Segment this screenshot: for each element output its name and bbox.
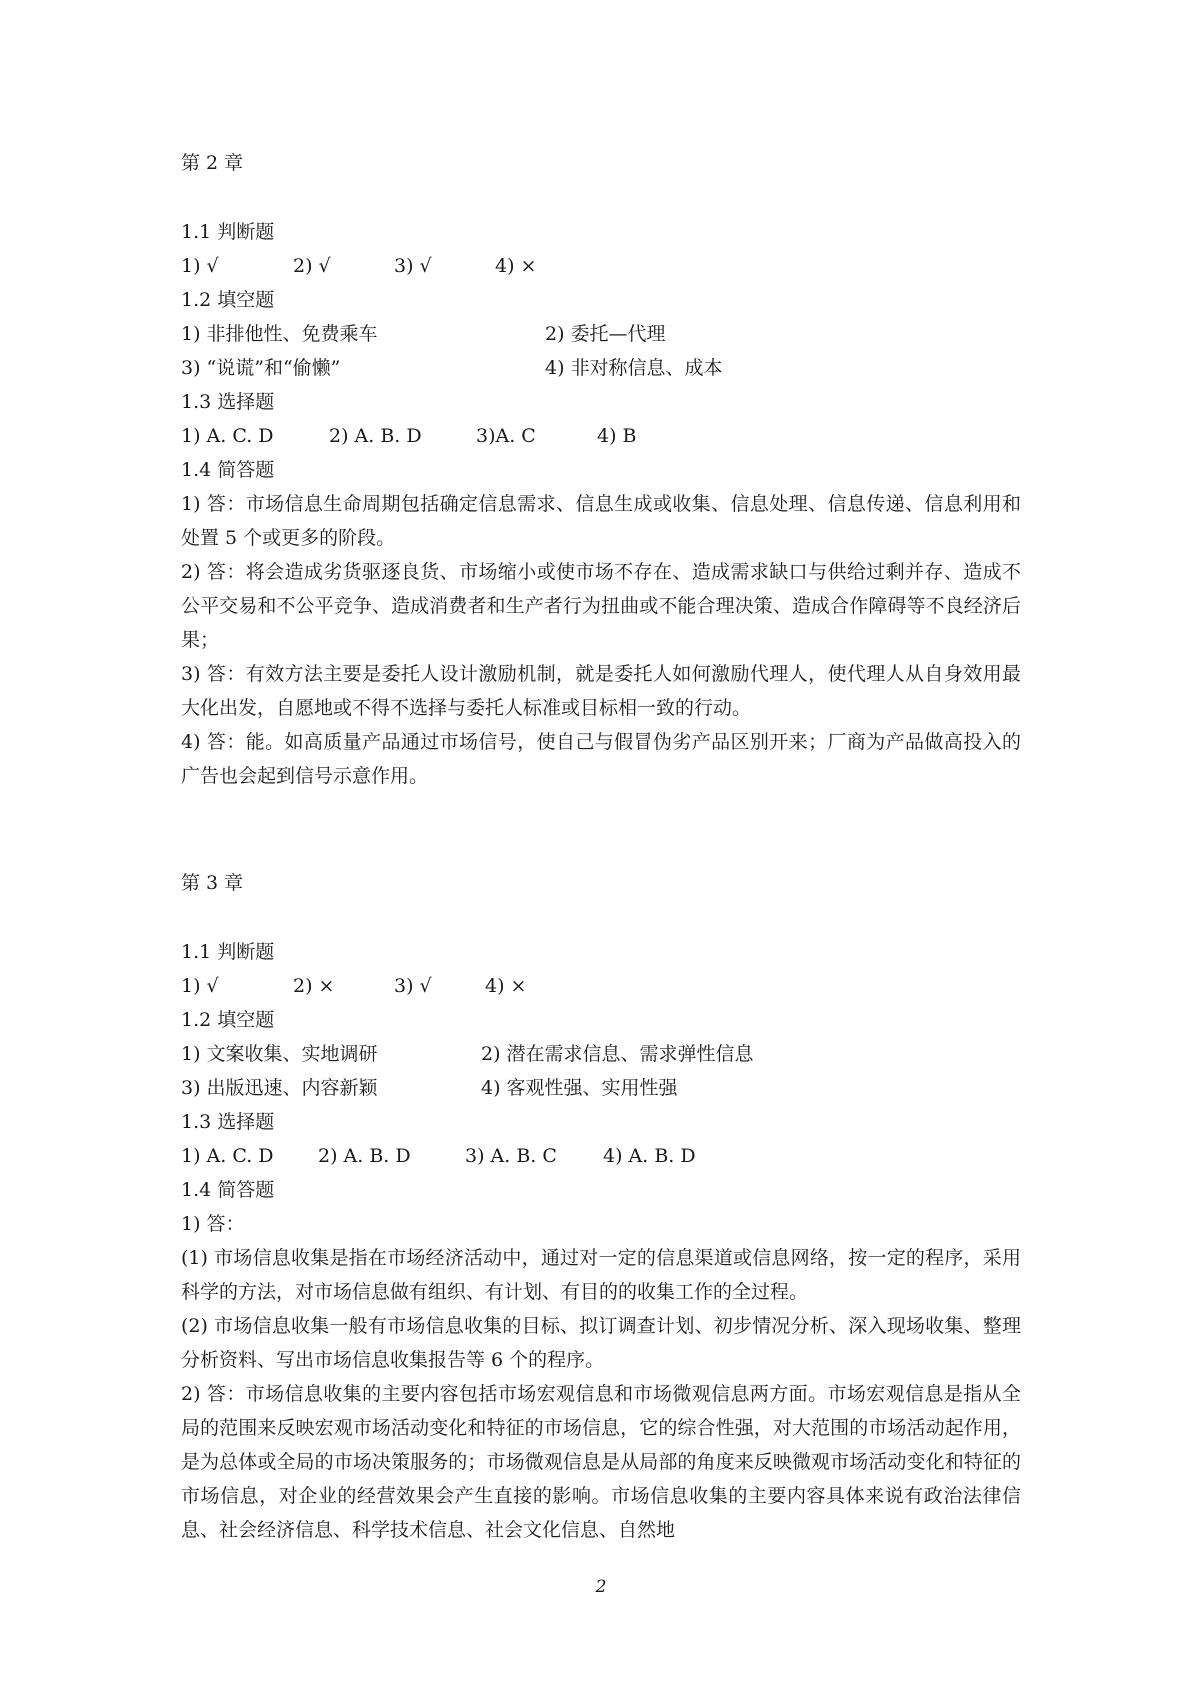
chapter-2-title: 第 2 章 — [181, 152, 244, 174]
document-page — [181, 0, 1021, 1684]
ch3-fill-answer-3: 3) 出版迅速、内容新颖 — [181, 1077, 378, 1099]
ch3-fill-row-1 — [181, 1037, 1021, 1071]
ch3-fill-row-2 — [181, 1071, 1021, 1105]
ch2-fill-row-1 — [181, 317, 1021, 351]
ch3-choice-answers — [181, 1139, 1021, 1173]
ch3-choice-heading: 1.3 选择题 — [181, 1111, 275, 1133]
ch3-fill-heading: 1.2 填空题 — [181, 1009, 275, 1031]
ch2-fill-answer-3: 3) “说谎”和“偷懒” — [181, 357, 341, 379]
ch2-choice-heading: 1.3 选择题 — [181, 391, 275, 413]
ch2-short-answer-2: 2) 答：将会造成劣货驱逐良货、市场缩小或使市场不存在、造成需求缺口与供给过剩并存、造成不公平交易和不公平竞争、造成消费者和生产者行为扭曲或不能合理决策、造成合作障碍等不良经济后果； — [181, 561, 1021, 651]
ch3-short-answer-1-part-1: (1) 市场信息收集是指在市场经济活动中，通过对一定的信息渠道或信息网络，按一定的程序，采用科学的方法，对市场信息做有组织、有计划、有目的的收集工作的全过程。 — [181, 1247, 1021, 1303]
ch2-short-answer-3: 3) 答：有效方法主要是委托人设计激励机制，就是委托人如何激励代理人，使代理人从自身效用最大化出发，自愿地或不得不选择与委托人标准或目标相一致的行动。 — [181, 663, 1021, 719]
ch2-judge-answers — [181, 249, 1021, 283]
ch2-choice-answer-2: 2) A. B. D — [329, 425, 422, 447]
ch3-fill-answer-2: 2) 潜在需求信息、需求弹性信息 — [481, 1043, 754, 1065]
ch2-judge-heading: 1.1 判断题 — [181, 221, 275, 243]
ch3-fill-answer-4: 4) 客观性强、实用性强 — [481, 1077, 678, 1099]
ch2-choice-answer-1: 1) A. C. D — [181, 425, 274, 447]
page-number: 2 — [595, 1577, 607, 1597]
ch2-short-answer-1: 1) 答：市场信息生命周期包括确定信息需求、信息生成或收集、信息处理、信息传递、信息利用和处置 5 个或更多的阶段。 — [181, 493, 1021, 549]
chapter-2-answers — [181, 215, 1021, 793]
ch2-short-heading: 1.4 简答题 — [181, 459, 275, 481]
ch2-judge-answer-2: 2) √ — [293, 255, 331, 277]
ch3-judge-answer-3: 3) √ — [394, 975, 432, 997]
ch3-judge-answers — [181, 969, 1021, 1003]
ch3-judge-answer-2: 2) × — [293, 975, 335, 997]
ch2-short-answer-4: 4) 答：能。如高质量产品通过市场信号，使自己与假冒伪劣产品区别开来；厂商为产品做高投入的广告也会起到信号示意作用。 — [181, 731, 1021, 787]
ch3-choice-answer-3: 3) A. B. C — [465, 1145, 557, 1167]
ch3-choice-answer-2: 2) A. B. D — [318, 1145, 411, 1167]
ch3-judge-answer-4: 4) × — [485, 975, 527, 997]
ch3-fill-answer-1: 1) 文案收集、实地调研 — [181, 1043, 378, 1065]
ch3-short-heading: 1.4 简答题 — [181, 1179, 275, 1201]
ch2-judge-answer-4: 4) × — [495, 255, 537, 277]
ch2-choice-answer-4: 4) B — [597, 425, 637, 447]
ch3-short-answer-2: 2) 答：市场信息收集的主要内容包括市场宏观信息和市场微观信息两方面。市场宏观信息是指从全局的范围来反映宏观市场活动变化和特征的市场信息，它的综合性强，对大范围的市场活动起作用，是为总体或全局的市场决策服务的；市场微观信息是从局部的角度来反映微观市场活动变化和特征的市场信息，对企业的经营效果会产生直接的影响。市场信息收集的主要内容具体来说有政治法律信息、社会经济信息、科学技术信息、社会文化信息、自然地 — [181, 1383, 1021, 1541]
chapter-3-answers — [181, 935, 1021, 1547]
ch2-choice-answers — [181, 419, 1021, 453]
chapter-3-title: 第 3 章 — [181, 872, 244, 894]
ch2-fill-answer-1: 1) 非排他性、免费乘车 — [181, 323, 378, 345]
ch3-judge-answer-1: 1) √ — [181, 975, 219, 997]
ch3-choice-answer-4: 4) A. B. D — [603, 1145, 696, 1167]
ch2-fill-answer-2: 2) 委托—代理 — [545, 323, 666, 345]
ch2-judge-answer-3: 3) √ — [394, 255, 432, 277]
ch3-choice-answer-1: 1) A. C. D — [181, 1145, 274, 1167]
ch3-short-answer-1-part-2: (2) 市场信息收集一般有市场信息收集的目标、拟订调查计划、初步情况分析、深入现场收集、整理分析资料、写出市场信息收集报告等 6 个的程序。 — [181, 1315, 1021, 1371]
ch3-judge-heading: 1.1 判断题 — [181, 941, 275, 963]
ch2-fill-answer-4: 4) 非对称信息、成本 — [545, 357, 723, 379]
ch2-judge-answer-1: 1) √ — [181, 255, 219, 277]
ch2-choice-answer-3: 3)A. C — [476, 425, 536, 447]
ch2-fill-row-2 — [181, 351, 1021, 385]
ch3-short-answer-1: 1) 答： — [181, 1213, 245, 1235]
ch2-fill-heading: 1.2 填空题 — [181, 289, 275, 311]
